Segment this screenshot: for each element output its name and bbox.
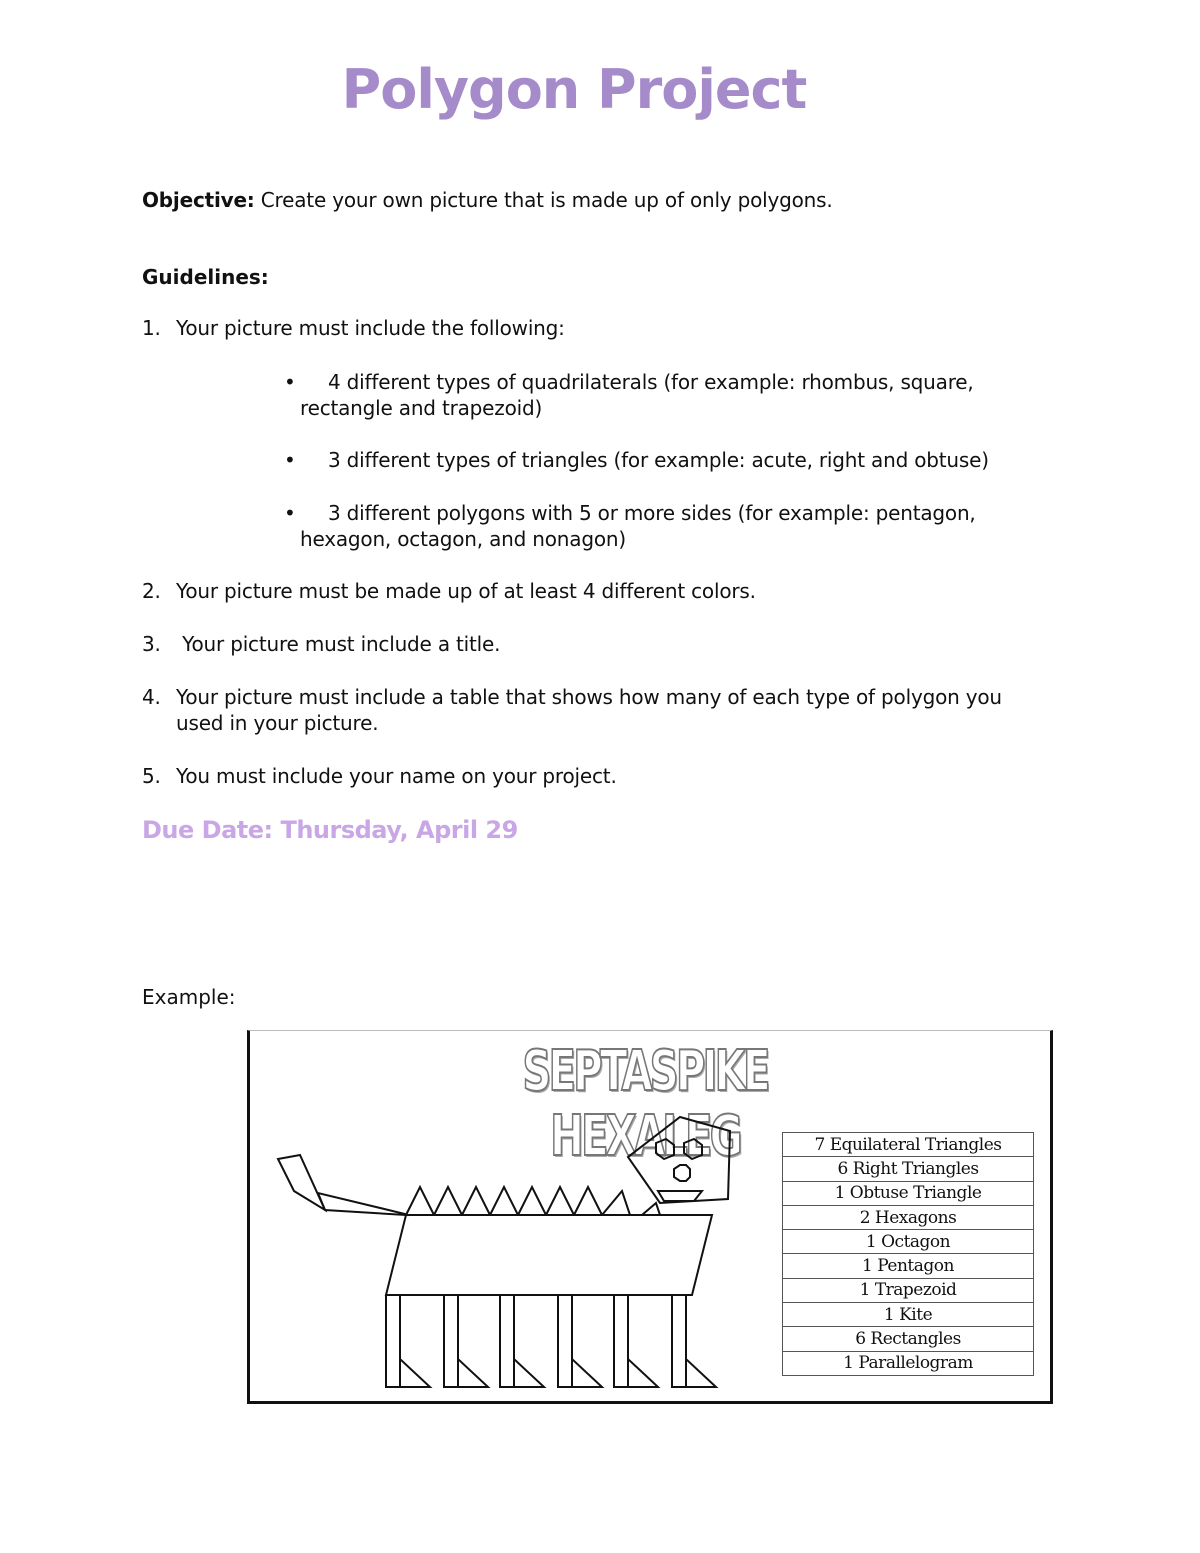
objective [142, 188, 833, 212]
due-date: Due Date: Thursday, April 29 [142, 816, 518, 844]
bullet-text: 4 different types of quadrilaterals (for example: rhombus, square, rectangle and trapezoid) [300, 370, 974, 420]
spike-triangle-shape [406, 1187, 434, 1215]
guideline-number: 2. [142, 579, 161, 603]
guideline-number: 1. [142, 316, 161, 340]
nose-octagon-shape [674, 1165, 690, 1181]
table-row [783, 1254, 1034, 1278]
bullet-text: 3 different types of triangles (for example: acute, right and obtuse) [328, 448, 989, 472]
table-cell: 6 Rectangles [783, 1327, 1034, 1351]
spike-triangle-shape [518, 1187, 546, 1215]
objective-label: Objective: [142, 188, 255, 212]
table-cell: 1 Octagon [783, 1230, 1034, 1254]
bullet-icon: • [284, 370, 296, 394]
leg-rectangle-shape [558, 1295, 572, 1387]
page-title: Polygon Project [341, 58, 807, 121]
table-row [783, 1327, 1034, 1351]
foot-triangle-shape [458, 1359, 488, 1387]
table-row [783, 1157, 1034, 1181]
table-row [783, 1133, 1034, 1157]
table-cell: 1 Kite [783, 1303, 1034, 1327]
guideline-text: Your picture must include the following: [176, 316, 565, 340]
guideline-text: Your picture must be made up of at least 4 different colors. [176, 579, 756, 603]
spike-triangle-shape [462, 1187, 490, 1215]
table-row [783, 1205, 1034, 1229]
guideline-number: 4. [142, 685, 161, 709]
guideline-text: Your picture must include a table that shows how many of each type of polygon you used in your picture. [176, 685, 1002, 735]
leg-rectangle-shape [444, 1295, 458, 1387]
table-cell: 1 Obtuse Triangle [783, 1181, 1034, 1205]
neck-triangle-shape [642, 1203, 660, 1215]
guideline-text: You must include your name on your project. [176, 764, 617, 788]
table-row [783, 1278, 1034, 1302]
spike-triangle-shape [490, 1187, 518, 1215]
foot-triangle-shape [400, 1359, 430, 1387]
table-row [783, 1181, 1034, 1205]
example-picture-title: SEPTASPIKE HEXALEG [522, 1039, 768, 1169]
objective-text: Create your own picture that is made up of only polygons. [260, 188, 833, 212]
table-row [783, 1303, 1034, 1327]
table-cell: 1 Pentagon [783, 1254, 1034, 1278]
table-cell: 1 Trapezoid [783, 1278, 1034, 1302]
spike-triangle-shape [574, 1187, 602, 1215]
bullet-icon: • [284, 448, 296, 472]
foot-triangle-shape [686, 1359, 716, 1387]
leg-rectangle-shape [500, 1295, 514, 1387]
polygon-count-table [782, 1132, 1034, 1376]
mouth-trapezoid-shape [658, 1191, 702, 1201]
foot-triangle-shape [514, 1359, 544, 1387]
eye-hexagon-shape [656, 1139, 674, 1159]
foot-triangle-shape [572, 1359, 602, 1387]
spike-triangle-shape [546, 1187, 574, 1215]
tail-kite-shape [278, 1155, 325, 1210]
guideline-number: 5. [142, 764, 161, 788]
body-parallelogram-shape [386, 1215, 712, 1295]
spike-triangle-shape [434, 1187, 462, 1215]
guideline-text: Your picture must include a title. [176, 632, 501, 656]
table-cell: 1 Parallelogram [783, 1351, 1034, 1375]
tail-connector-shape [318, 1193, 406, 1215]
spike-triangle-shape [602, 1191, 630, 1215]
table-cell: 6 Right Triangles [783, 1157, 1034, 1181]
table-row [783, 1230, 1034, 1254]
example-picture [247, 1030, 1053, 1404]
guideline-number: 3. [142, 632, 161, 656]
leg-rectangle-shape [672, 1295, 686, 1387]
table-row [783, 1351, 1034, 1375]
eye-hexagon-shape [684, 1139, 702, 1159]
table-cell: 7 Equilateral Triangles [783, 1133, 1034, 1157]
foot-triangle-shape [628, 1359, 658, 1387]
leg-rectangle-shape [614, 1295, 628, 1387]
bullet-text: 3 different polygons with 5 or more sides (for example: pentagon, hexagon, octagon, and nonagon) [300, 501, 976, 551]
bullet-icon: • [284, 501, 296, 525]
table-cell: 2 Hexagons [783, 1205, 1034, 1229]
guidelines-heading: Guidelines: [142, 265, 269, 289]
example-label: Example: [142, 985, 236, 1009]
leg-rectangle-shape [386, 1295, 400, 1387]
